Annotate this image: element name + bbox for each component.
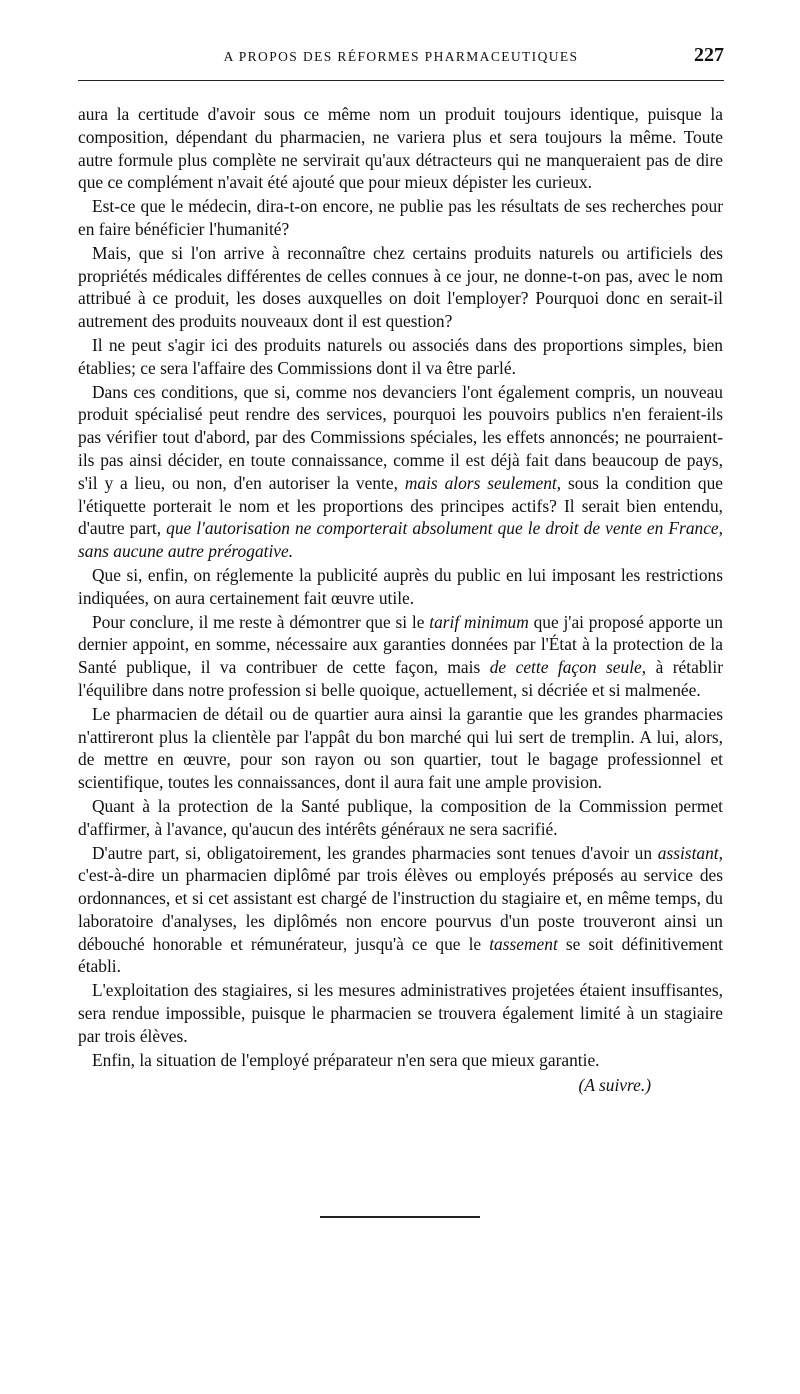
text-run: se soit définitivement établi. (78, 933, 723, 977)
paragraph (78, 1049, 723, 1072)
page-header (78, 44, 724, 74)
text-run: Mais, que si l'on arrive à reconnaître chez certains produits naturels ou artificiels des propriétés médicales différentes de celles connues à ce jour, ne donne-t-on pas, avec le nom attribué à ce produit, les doses auxquelles on doit l'employer? Pourquoi donc en serait-il autrement des produits nouveaux dont il est question? (78, 242, 723, 332)
paragraph (78, 564, 723, 610)
text-run: Le pharmacien de détail ou de quartier aura ainsi la garantie que les grandes pharmacies n'attireront plus la clientèle par l'appât du bon marché qui lui sert de tremplin. A lui, alors, de mettre en œuvre, pour son rayon ou son quartier, tout le bagage professionnel et scientifique, toutes les connaissances, dont il aura fait une ample provision. (78, 703, 723, 793)
text-run: , sous la condition que l'étiquette porterait le nom et les proportions des principes actifs? Il serait bien entendu, d'autre part, (78, 472, 723, 539)
paragraph (78, 103, 723, 194)
text-run: Est-ce que le médecin, dira-t-on encore, ne publie pas les résultats de ses recherches pour en faire bénéficier l'humanité? (78, 196, 723, 239)
end-rule (320, 1216, 480, 1218)
page-number: 227 (694, 44, 724, 66)
text-run: aura la certitude d'avoir sous ce même nom un produit toujours identique, puisque la composition, dépendant du pharmacien, ne variera plus et sera toujours la même. Toute autre formule plus complète ne servirait qu'aux détracteurs qui ne manqueraient pas de dire que ce complément n'avait été ajouté que pour mieux dépister les curieux. (78, 104, 723, 193)
italic-text: de cette façon seule (489, 657, 642, 678)
text-run: D'autre part, si, obligatoirement, les grandes pharmacies sont tenues d'avoir un (92, 842, 658, 863)
paragraph (78, 979, 723, 1047)
paragraph (78, 611, 723, 702)
paragraph (78, 195, 723, 241)
paragraph (78, 842, 723, 979)
text-run: Enfin, la situation de l'employé préparateur n'en sera que mieux garantie. (92, 1049, 600, 1070)
article-body (78, 103, 723, 1097)
italic-text: tarif minimum (429, 611, 529, 632)
text-run: Dans ces conditions, que si, comme nos devanciers l'ont également compris, un nouveau produit spécialisé peut rendre des services, pourquoi les pouvoirs publics n'en feraient-ils pas vérifier tout d'abord, par des Commissions spéciales, les effets annoncés; ne pourraient-ils pas ainsi décider, en toute connaissance, comme il est déjà fait dans beaucoup de pays, s'il y a lieu, ou non, d'en autoriser la vente, (78, 381, 723, 493)
text-run: , c'est-à-dire un pharmacien diplômé par trois élèves ou employés préposés au service des ordonnances, et si cet assistant est chargé de l'instruction du stagiaire et, en même temps, du laboratoire d'analyses, les diplômés non encore pourvus d'un poste trouveront ainsi un débouché honorable et rémunérateur, jusqu'à ce que le (78, 842, 723, 954)
paragraph (78, 334, 723, 380)
text-run: que j'ai proposé apporte un dernier appoint, en somme, nécessaire aux garanties données par l'État à la protection de la Santé publique, il va contribuer de cette façon, mais (78, 611, 723, 678)
italic-text: assistant (657, 842, 719, 863)
text-run: Que si, enfin, on réglemente la publicité auprès du public en lui imposant les restrictions indiquées, on aura certainement fait œuvre utile. (78, 564, 723, 608)
running-title: A PROPOS DES RÉFORMES PHARMACEUTIQUES (223, 49, 579, 64)
paragraph (78, 703, 723, 794)
paragraph (78, 242, 723, 333)
text-run: Pour conclure, il me reste à démontrer que si le (92, 611, 430, 632)
italic-text: tassement (489, 933, 558, 954)
italic-text: que l'autorisation ne comporterait absolument que le droit de vente en France, sans aucune autre prérogative. (78, 518, 723, 562)
header-rule (78, 80, 724, 81)
text-run: , à rétablir l'équilibre dans notre profession si belle quoique, actuellement, si décriée et si malmenée. (78, 657, 723, 700)
text-run: Il ne peut s'agir ici des produits naturels ou associés dans des proportions simples, bien établies; ce sera l'affaire des Commissions dont il va être parlé. (78, 334, 723, 378)
paragraph (78, 795, 723, 841)
italic-text: mais alors seulement (404, 472, 557, 493)
continuation-note: (A suivre.) (578, 1075, 651, 1096)
text-run: L'exploitation des stagiaires, si les mesures administratives projetées étaient insuffisantes, sera rendue impossible, puisque le pharmacien se trouvera également limité à un stagiaire par trois élèves. (78, 980, 723, 1046)
paragraph (78, 381, 723, 563)
text-run: Quant à la protection de la Santé publique, la composition de la Commission permet d'affirmer, à l'avance, qu'aucun des intérêts généraux ne sera sacrifié. (78, 795, 723, 839)
